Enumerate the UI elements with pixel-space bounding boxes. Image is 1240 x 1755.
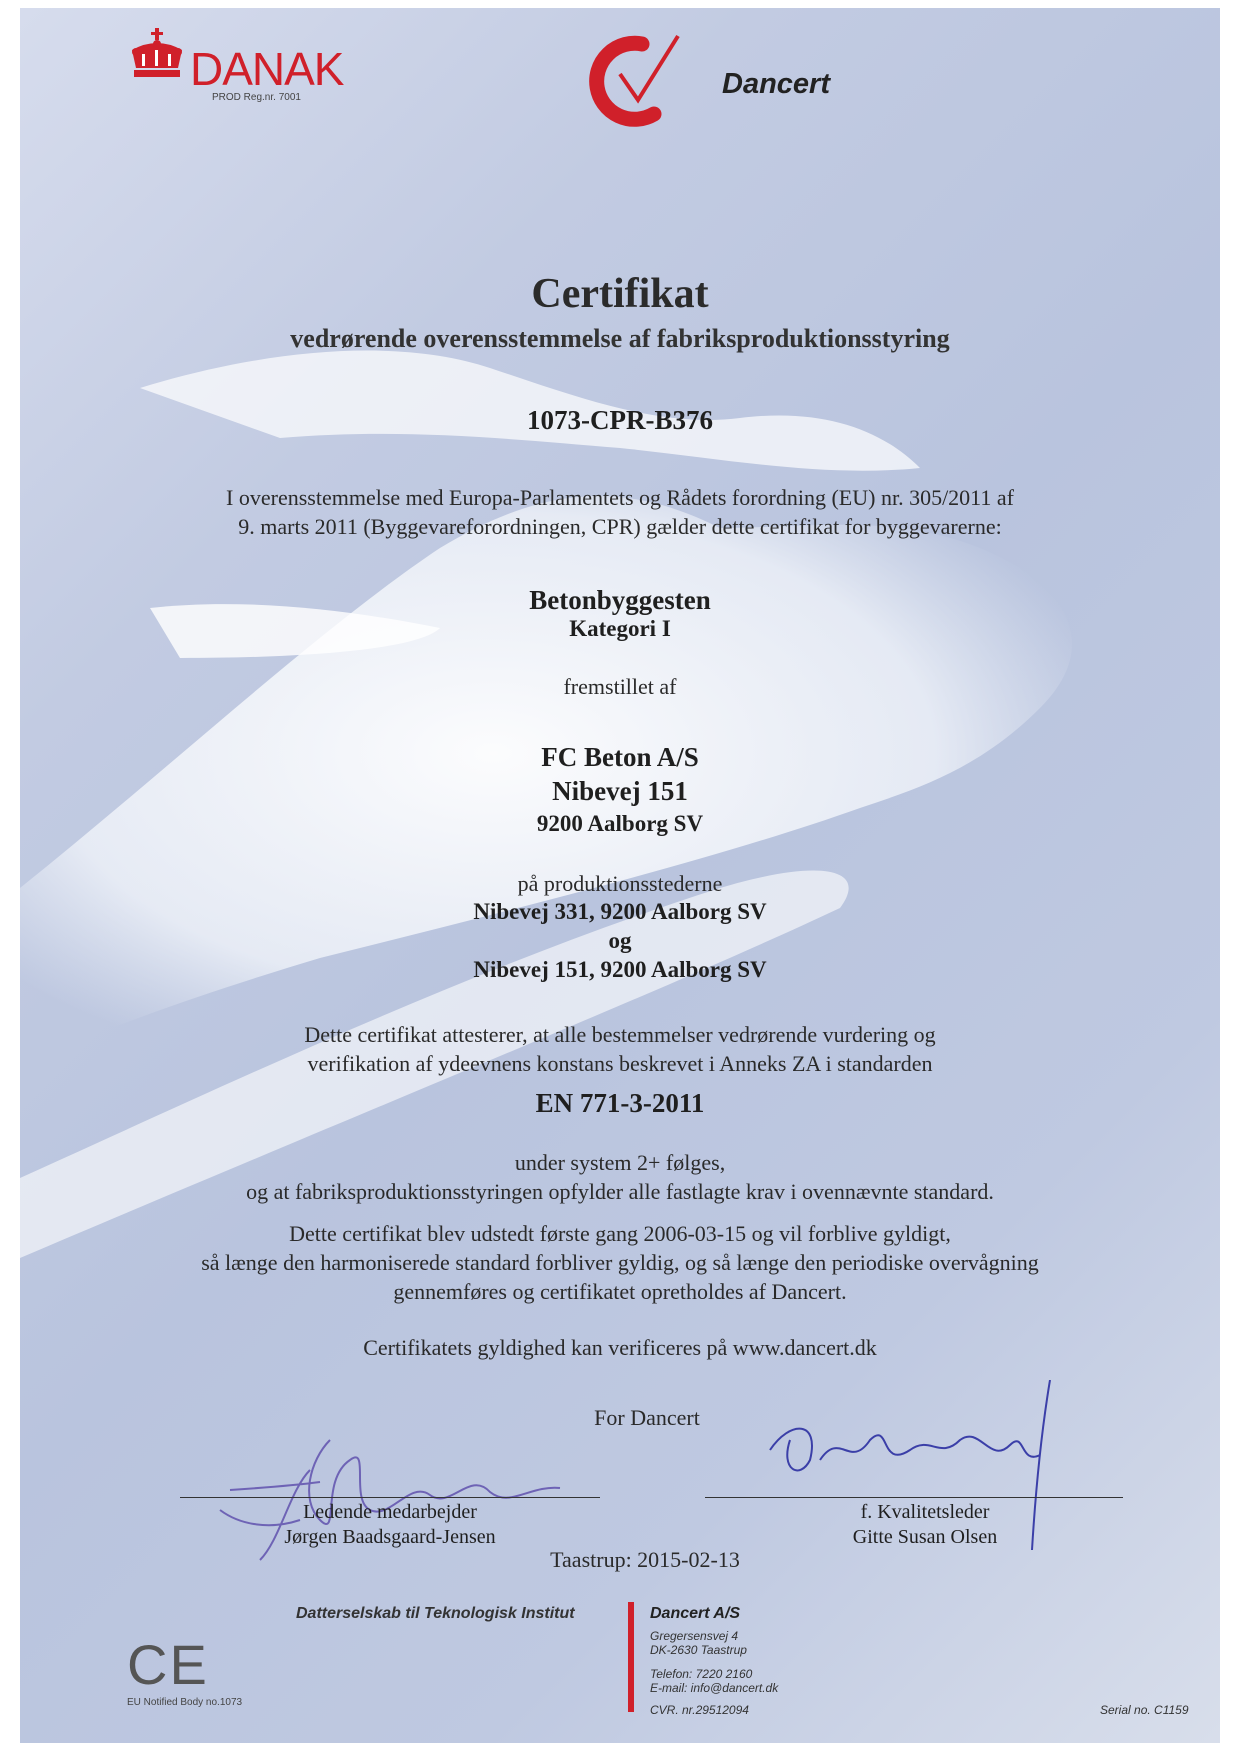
product-name: Betonbyggesten <box>529 585 711 615</box>
intro-line-2: 9. marts 2011 (Byggevareforordningen, CPR) gælder dette certifikat for byggevarerne: <box>238 514 1002 539</box>
signatory-right-role: f. Kvalitetsleder <box>860 1501 990 1523</box>
validity-line-2: så længe den harmoniserede standard forbliver gyldig, og så længe den periodiske overvågning <box>201 1250 1039 1275</box>
footer-address <box>650 1629 778 1717</box>
subsidiary-note: Datterselskab til Teknologisk Institut <box>296 1605 575 1622</box>
crown-icon <box>128 28 186 84</box>
dancert-wordmark: Dancert <box>722 68 830 100</box>
footer-company: Dancert A/S <box>650 1605 741 1622</box>
production-site-1: Nibevej 331, 9200 Aalborg SV <box>473 899 767 924</box>
standard-number: EN 771-3-2011 <box>535 1088 705 1118</box>
attest-line-1: Dette certifikat attesterer, at alle bestemmelser vedrørende vurdering og <box>304 1022 936 1047</box>
manufacturer-city: 9200 Aalborg SV <box>536 811 704 836</box>
sites-and: og <box>608 928 632 953</box>
certificate-number: 1073-CPR-B376 <box>527 405 713 435</box>
attest-text <box>0 1020 1240 1078</box>
system-line-2: og at fabriksproduktionsstyringen opfylder alle fastlagte krav i ovennævnte standard. <box>246 1179 994 1204</box>
sites-label: på produktionsstederne <box>517 871 723 896</box>
signatory-left-name: Jørgen Baadsgaard-Jensen <box>284 1526 496 1548</box>
validity-line-3: gennemføres og certifikatet opretholdes af Dancert. <box>393 1279 847 1304</box>
footer-address-1: Gregersensvej 4 <box>650 1629 739 1643</box>
page-subtitle: vedrørende overensstemmelse af fabriksproduktionsstyring <box>290 324 950 353</box>
footer-email: E-mail: info@dancert.dk <box>650 1681 779 1695</box>
intro-text <box>0 483 1240 541</box>
page-title: Certifikat <box>531 271 709 317</box>
danak-wordmark: DANAK <box>190 43 344 95</box>
signatory-right <box>775 1500 1075 1550</box>
dancert-check-icon <box>580 30 690 130</box>
notified-body-note: EU Notified Body no.1073 <box>127 1697 243 1708</box>
production-site-2: Nibevej 151, 9200 Aalborg SV <box>473 957 767 982</box>
intro-line-1: I overensstemmelse med Europa-Parlamentets og Rådets forordning (EU) nr. 305/2011 af <box>226 485 1014 510</box>
attest-line-2: verifikation af ydeevnens konstans beskrevet i Anneks ZA i standarden <box>307 1051 933 1076</box>
footer-cvr: CVR. nr.29512094 <box>650 1703 749 1717</box>
signatory-left <box>240 1500 540 1550</box>
footer-address-2: DK-2630 Taastrup <box>650 1643 747 1657</box>
ce-mark: CE <box>127 1633 209 1696</box>
signatory-left-role: Ledende medarbejder <box>303 1501 477 1523</box>
footer-phone: Telefon: 7220 2160 <box>650 1667 753 1681</box>
manufacturer-name: FC Beton A/S <box>541 742 699 772</box>
validity-text <box>0 1219 1240 1306</box>
footer-red-bar <box>628 1602 634 1712</box>
made-by-label: fremstillet af <box>563 674 677 699</box>
system-line-1: under system 2+ følges, <box>514 1150 726 1175</box>
product-category: Kategori I <box>569 616 671 641</box>
danak-registration: PROD Reg.nr. 7001 <box>212 92 301 103</box>
verify-text: Certifikatets gyldighed kan verificeres på www.dancert.dk <box>363 1335 877 1360</box>
system-text <box>0 1148 1240 1206</box>
manufacturer-street: Nibevej 151 <box>552 776 688 806</box>
signatory-right-name: Gitte Susan Olsen <box>852 1526 998 1548</box>
serial-number: Serial no. C1159 <box>1100 1703 1189 1717</box>
place-date: Taastrup: 2015-02-13 <box>550 1547 740 1572</box>
signature-line-left <box>180 1497 600 1498</box>
signature-line-right <box>705 1497 1123 1498</box>
for-dancert-label: For Dancert <box>594 1405 700 1430</box>
validity-line-1: Dette certifikat blev udstedt første gang 2006-03-15 og vil forblive gyldigt, <box>289 1221 951 1246</box>
